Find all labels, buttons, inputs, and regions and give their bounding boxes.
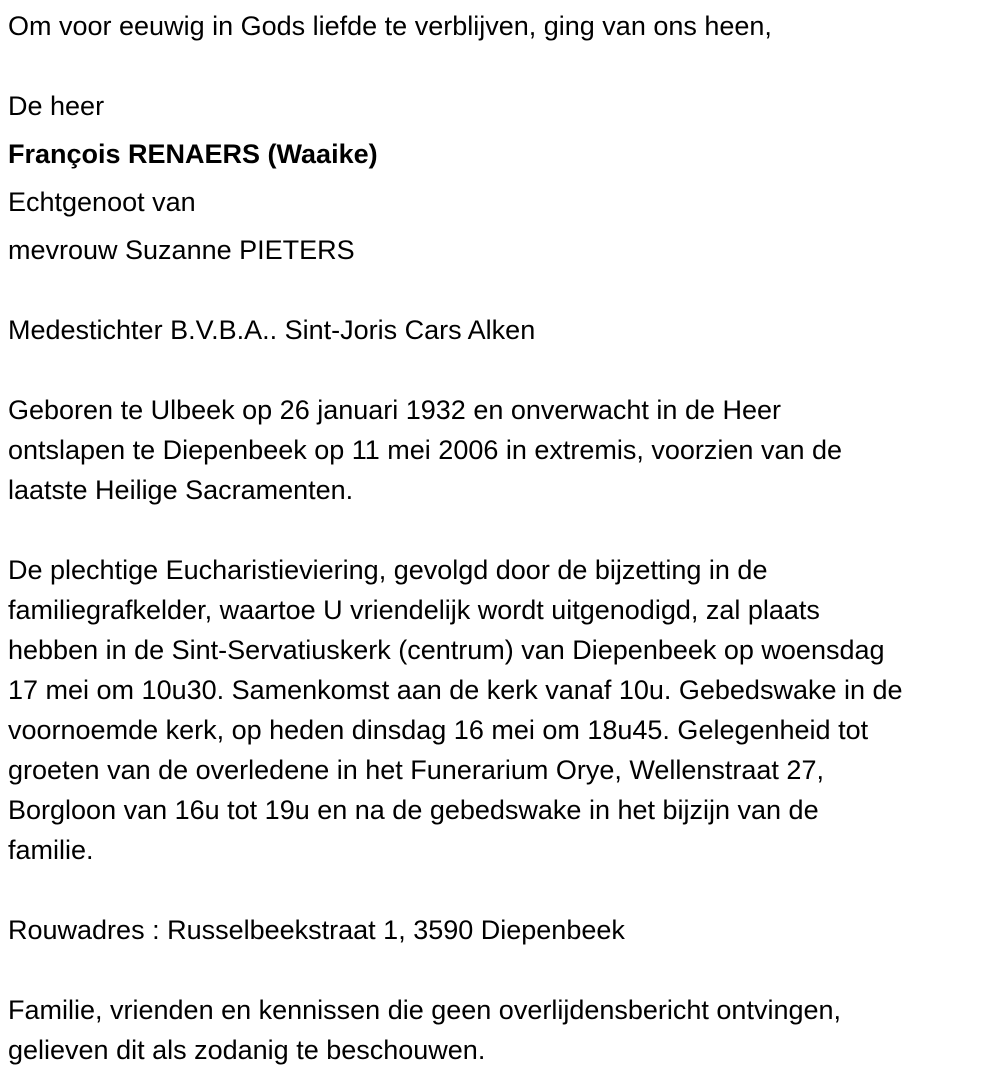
funeral-line: 17 mei om 10u30. Samenkomst aan de kerk vanaf 10u. Gebedswake in de bbox=[8, 675, 903, 705]
spouse-intro: Echtgenoot van bbox=[8, 187, 196, 217]
funeral-line: groeten van de overledene in het Funerarium Orye, Wellenstraat 27, bbox=[8, 755, 824, 785]
birth-death-line: Geboren te Ulbeek op 26 januari 1932 en onverwacht in de Heer bbox=[8, 395, 782, 425]
profession-paragraph bbox=[8, 310, 992, 350]
birth-death-line: laatste Heilige Sacramenten. bbox=[8, 475, 354, 505]
mourning-address-paragraph bbox=[8, 910, 992, 950]
funeral-line: familiegrafkelder, waartoe U vriendelijk wordt uitgenodigd, zal plaats bbox=[8, 595, 820, 625]
opening-line: Om voor eeuwig in Gods liefde te verblijven, ging van ons heen, bbox=[8, 11, 772, 41]
deceased-name: François RENAERS (Waaike) bbox=[8, 139, 378, 169]
funeral-line: familie. bbox=[8, 835, 94, 865]
notice-line: Familie, vrienden en kennissen die geen overlijdensbericht ontvingen, bbox=[8, 995, 842, 1025]
opening-paragraph bbox=[8, 6, 992, 46]
spouse-name: mevrouw Suzanne PIETERS bbox=[8, 235, 355, 265]
funeral-paragraph bbox=[8, 550, 992, 870]
birth-death-paragraph bbox=[8, 390, 992, 510]
birth-death-line: ontslapen te Diepenbeek op 11 mei 2006 in extremis, voorzien van de bbox=[8, 435, 843, 465]
notice-line: gelieven dit als zodanig te beschouwen. bbox=[8, 1035, 486, 1065]
deceased-title: De heer bbox=[8, 91, 105, 121]
funeral-line: De plechtige Eucharistieviering, gevolgd door de bijzetting in de bbox=[8, 555, 768, 585]
deceased-block bbox=[8, 86, 992, 270]
funeral-line: voornoemde kerk, op heden dinsdag 16 mei om 18u45. Gelegenheid tot bbox=[8, 715, 869, 745]
funeral-line: Borgloon van 16u tot 19u en na de gebedswake in het bijzijn van de bbox=[8, 795, 819, 825]
mourning-address-line: Rouwadres : Russelbeekstraat 1, 3590 Diepenbeek bbox=[8, 915, 625, 945]
funeral-line: hebben in de Sint-Servatiuskerk (centrum) van Diepenbeek op woensdag bbox=[8, 635, 885, 665]
profession-line: Medestichter B.V.B.A.. Sint-Joris Cars Alken bbox=[8, 315, 536, 345]
notice-paragraph bbox=[8, 990, 992, 1070]
